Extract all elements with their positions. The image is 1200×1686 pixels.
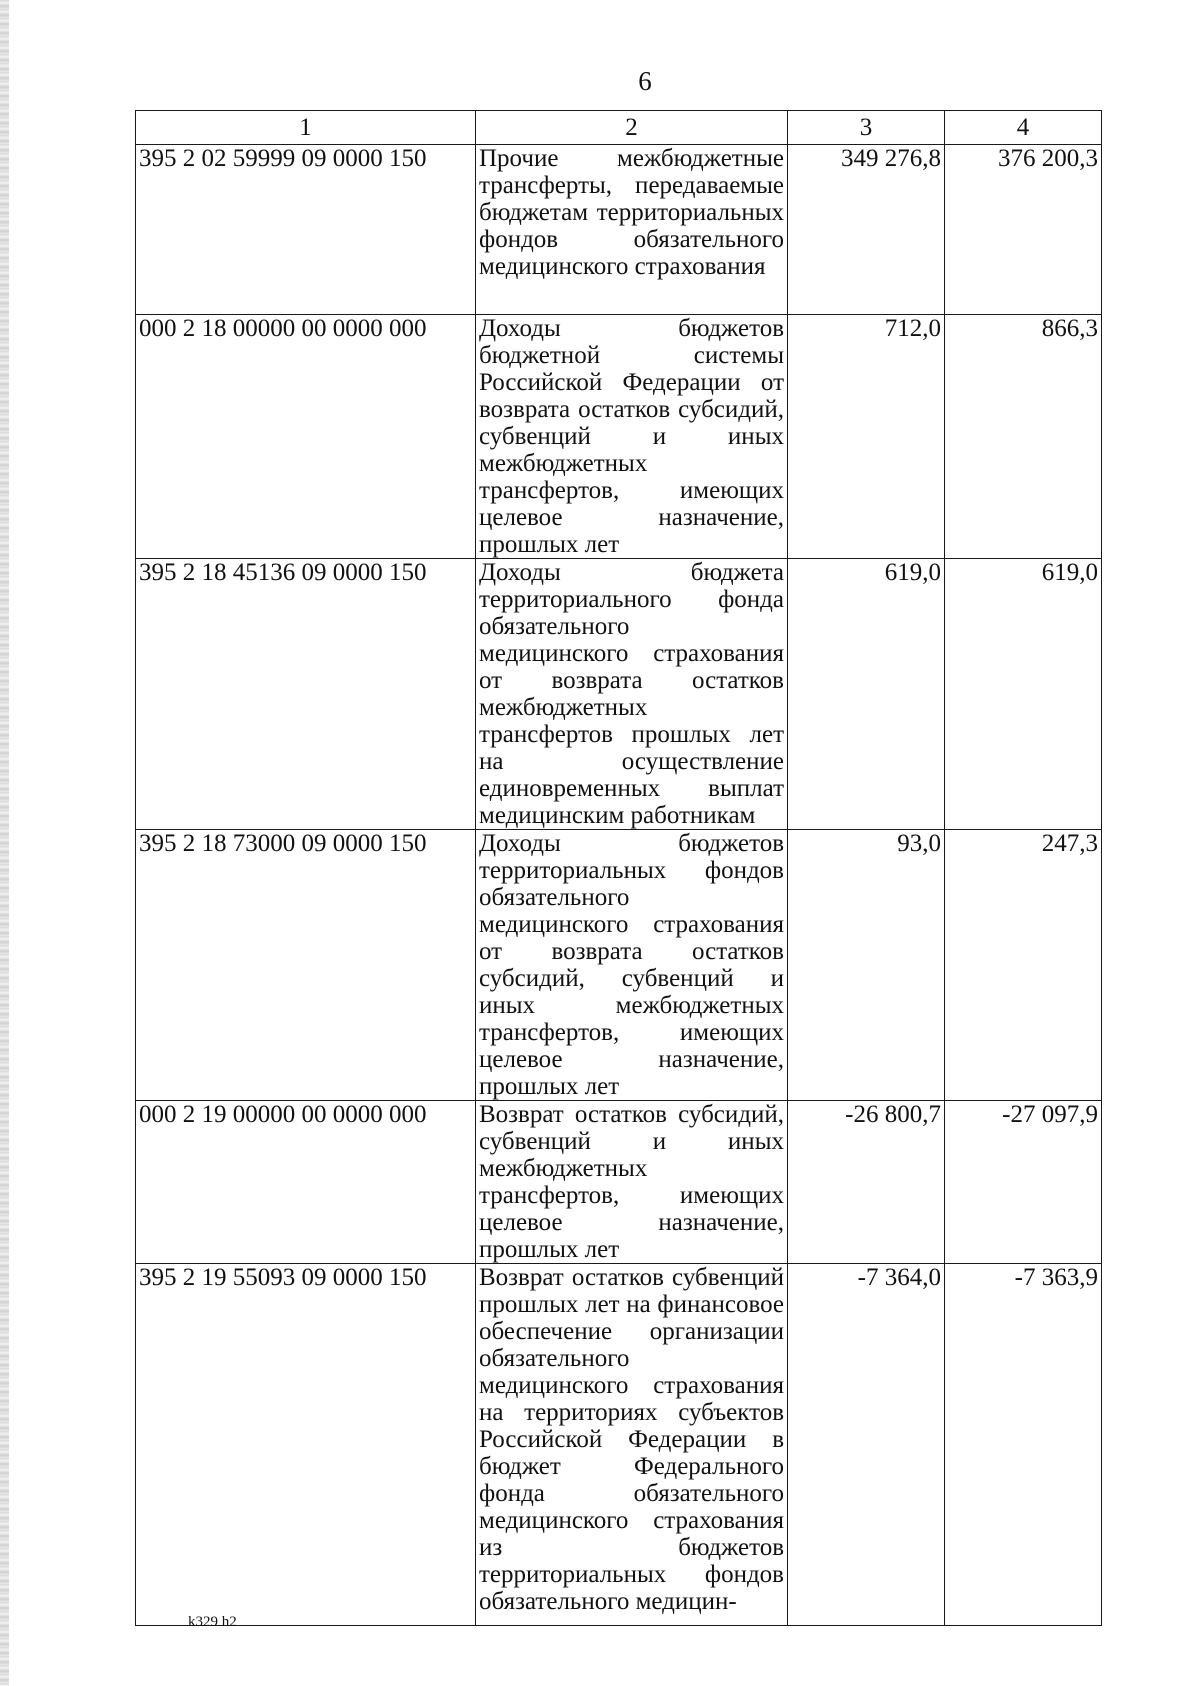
row-value-col3: 619,0 — [788, 559, 945, 830]
row-code: 000 2 18 00000 00 0000 000 — [136, 315, 476, 559]
row-description: Доходы бюджета территориального фонда обязательного медицинского страхования от возврата остатков межбюджетных трансфертов прошлых лет на осуществление единовременных выплат медицинским работникам — [476, 559, 788, 830]
row-code: 395 2 18 73000 09 0000 150 — [136, 830, 476, 1101]
row-description: Прочие межбюджетные трансферты, передаваемые бюджетам территориальных фондов обязательного медицинского страхования — [476, 145, 788, 315]
column-header-4: 4 — [945, 111, 1102, 145]
row-value-col3: 93,0 — [788, 830, 945, 1101]
row-value-col4: -7 363,9 — [945, 1264, 1102, 1626]
table-row — [136, 559, 1102, 830]
row-description: Доходы бюджетов территориальных фондов обязательного медицинского страхования от возврата остатков субсидий, субвенций и иных межбюджетных трансфертов, имеющих целевое назначение, прошлых лет — [476, 830, 788, 1101]
row-value-col4: 247,3 — [945, 830, 1102, 1101]
row-value-col3: 712,0 — [788, 315, 945, 559]
row-value-col3: -26 800,7 — [788, 1101, 945, 1264]
row-value-col4: 619,0 — [945, 559, 1102, 830]
row-code: 395 2 18 45136 09 0000 150 — [136, 559, 476, 830]
page-number: 6 — [638, 66, 652, 96]
table-row — [136, 830, 1102, 1101]
column-header-2: 2 — [476, 111, 788, 145]
row-description: Возврат остатков субвенций прошлых лет на финансовое обеспечение организации обязательного медицинского страхования на территориях субъектов Российской Федерации в бюджет Федерального фонда обязательного медицинского страхования из бюджетов территориальных фондов обязательного медицин- — [476, 1264, 788, 1626]
footer-code: k329 h2 — [188, 1614, 237, 1630]
table-row — [136, 315, 1102, 559]
table-row — [136, 1264, 1102, 1626]
row-value-col3: 349 276,8 — [788, 145, 945, 315]
row-value-col4: -27 097,9 — [945, 1101, 1102, 1264]
scan-edge — [0, 0, 9, 1686]
row-code: 395 2 19 55093 09 0000 150 — [136, 1264, 476, 1626]
column-header-1: 1 — [136, 111, 476, 145]
row-code: 000 2 19 00000 00 0000 000 — [136, 1101, 476, 1264]
row-description: Доходы бюджетов бюджетной системы Российской Федерации от возврата остатков субсидий, субвенций и иных межбюджетных трансфертов, имеющих целевое назначение, прошлых лет — [476, 315, 788, 559]
row-description: Возврат остатков субсидий, субвенций и иных межбюджетных трансфертов, имеющих целевое назначение, прошлых лет — [476, 1101, 788, 1264]
table-row — [136, 1101, 1102, 1264]
table-row — [136, 145, 1102, 315]
row-code: 395 2 02 59999 09 0000 150 — [136, 145, 476, 315]
column-header-3: 3 — [788, 111, 945, 145]
header-row — [136, 111, 1102, 145]
row-value-col4: 866,3 — [945, 315, 1102, 559]
row-value-col3: -7 364,0 — [788, 1264, 945, 1626]
row-value-col4: 376 200,3 — [945, 145, 1102, 315]
budget-table — [135, 110, 1102, 1626]
